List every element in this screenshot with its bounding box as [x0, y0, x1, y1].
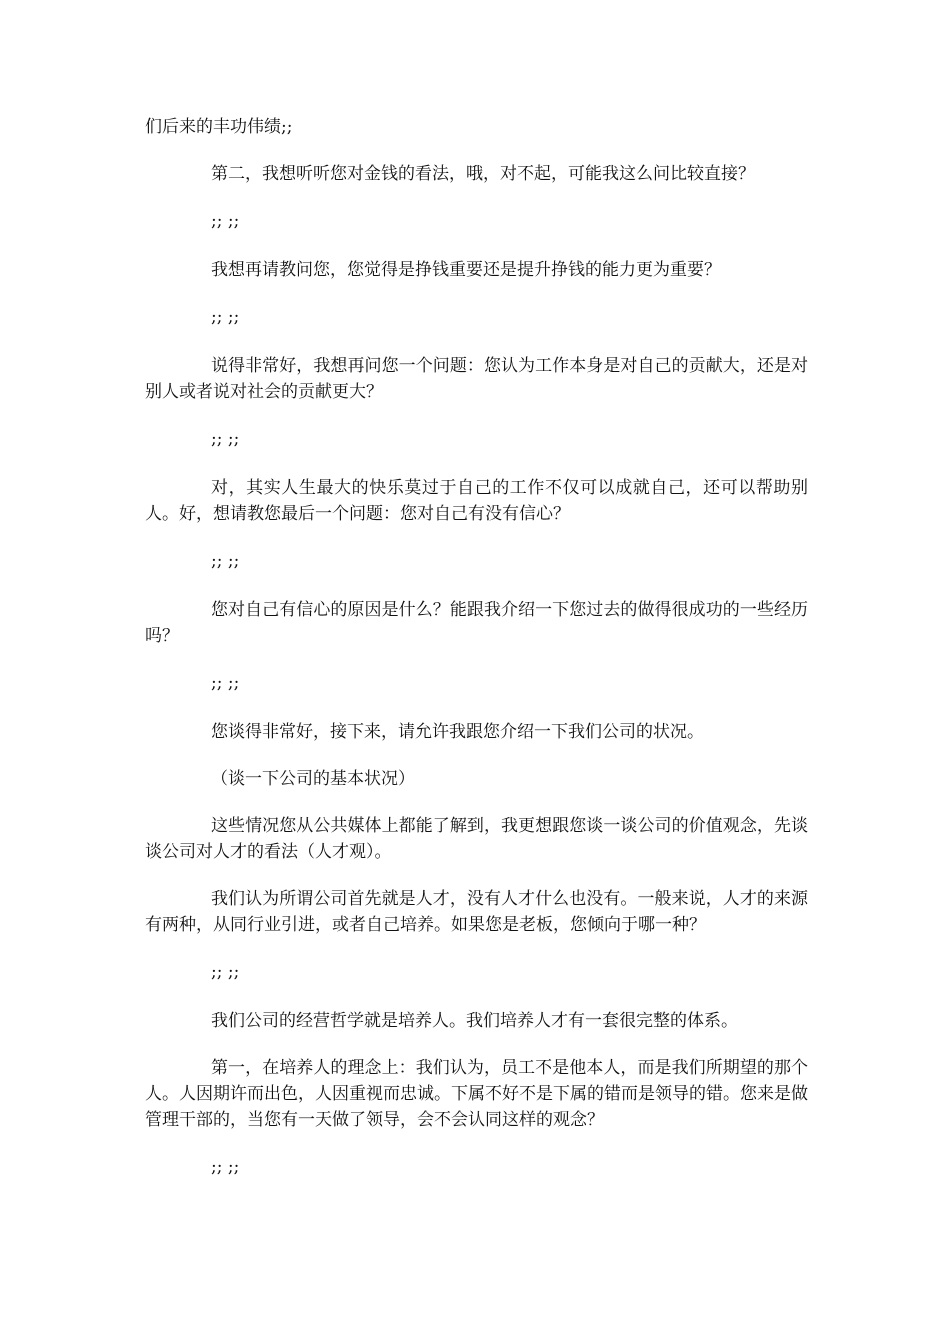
paragraph: 您对自己有信心的原因是什么？能跟我介绍一下您过去的做得很成功的一些经历吗？: [145, 600, 808, 646]
separator-marks: ;; ;;: [211, 551, 240, 571]
separator-marks: ;; ;;: [211, 1157, 240, 1177]
section-note: （谈一下公司的基本状况）: [211, 769, 415, 789]
separator-marks: ;; ;;: [211, 962, 240, 982]
paragraph: 这些情况您从公共媒体上都能了解到，我更想跟您谈一谈公司的价值观念，先谈谈公司对人才的看法（人才观）。: [145, 816, 808, 862]
paragraph: 第一，在培养人的理念上：我们认为，员工不是他本人，而是我们所期望的那个人。人因期许而出色，人因重视而忠诚。下属不好不是下属的错而是领导的错。您来是做管理干部的，当您有一天做了领导，会不会认同这样的观念？: [145, 1058, 808, 1130]
paragraph: 我们公司的经营哲学就是培养人。我们培养人才有一套很完整的体系。: [211, 1011, 738, 1031]
separator-marks: ;; ;;: [211, 429, 240, 449]
paragraph: 我们认为所谓公司首先就是人才，没有人才什么也没有。一般来说，人才的来源有两种，从同行业引进，或者自己培养。如果您是老板，您倾向于哪一种？: [145, 889, 808, 935]
paragraph: 第二，我想听听您对金钱的看法，哦，对不起，可能我这么问比较直接？: [211, 164, 755, 184]
paragraph: 们后来的丰功伟绩;;: [145, 117, 293, 137]
separator-marks: ;; ;;: [211, 211, 240, 231]
paragraph: 我想再请教问您，您觉得是挣钱重要还是提升挣钱的能力更为重要？: [211, 260, 721, 280]
paragraph: 说得非常好，我想再问您一个问题：您认为工作本身是对自己的贡献大，还是对别人或者说对社会的贡献更大？: [145, 356, 808, 402]
separator-marks: ;; ;;: [211, 307, 240, 327]
separator-marks: ;; ;;: [211, 673, 240, 693]
paragraph: 对，其实人生最大的快乐莫过于自己的工作不仅可以成就自己，还可以帮助别人。好，想请教您最后一个问题：您对自己有没有信心？: [145, 478, 808, 524]
paragraph: 您谈得非常好，接下来，请允许我跟您介绍一下我们公司的状况。: [211, 722, 704, 742]
document-body: [145, 114, 808, 1203]
